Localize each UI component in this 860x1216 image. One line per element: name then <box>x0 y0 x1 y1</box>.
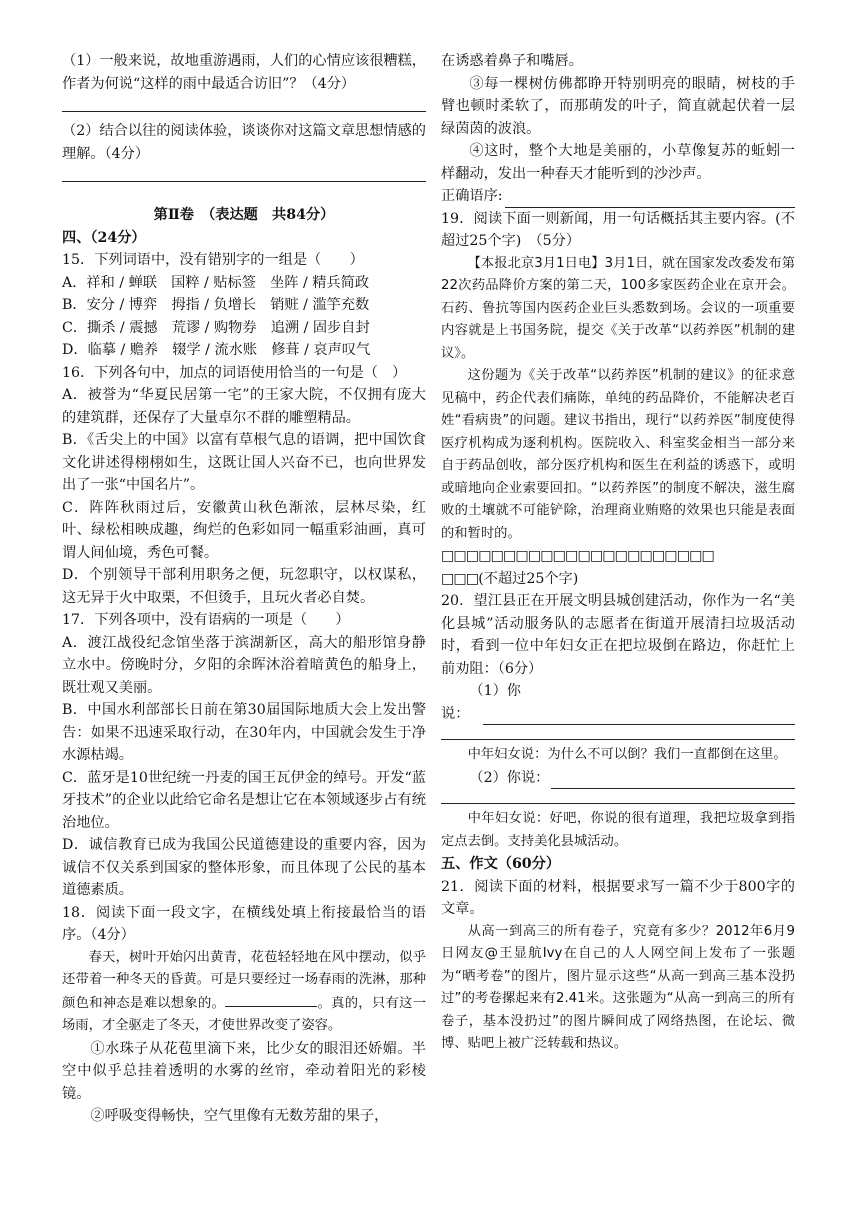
q18-passage-b: 。真的，只有这一场雨，才全驱走了冬天，才使世界改变了姿容。 <box>62 995 427 1033</box>
question-20: 20．望江县正在开展文明县城创建活动，你作为一名“美化县城”活动服务队的志愿者在街道开展清扫垃圾活动时，看到一位中年妇女正在把垃圾倒在路边，你赶忙上前劝阻：（6分） <box>441 593 795 677</box>
answer-line[interactable] <box>62 165 426 182</box>
q18-blank[interactable] <box>225 992 317 1007</box>
q18-answer-field[interactable] <box>505 191 795 208</box>
q18-item-3: ③每一棵树仿佛都睁开特别明亮的眼睛，树枝的手臂也顿时柔软了，而那萌发的叶子，简直就起伏着一层绿茵茵的波浪。 <box>441 75 795 137</box>
q18-item-1: ①水珠子从花苞里滴下来，比少女的眼泪还娇媚。半空中似乎总挂着透明的水雾的丝帘，牵动着阳光的彩棱镜。 <box>62 1040 426 1102</box>
q19-answer-grid[interactable]: □□□□□□□□□□□□□□□□□□□□□□ <box>441 548 714 564</box>
q20-1-say: 说： <box>441 705 470 722</box>
q20-2-label: （2）你说： <box>469 769 550 786</box>
q15-option-a: A．祥和 / 蝉联 国粹 / 贴标签 坐阵 / 精兵简政 <box>62 274 370 291</box>
q15-option-c: C．撕杀 / 震撼 荒谬 / 购物券 追溯 / 固步自封 <box>62 319 370 336</box>
part-four-heading: 四、（24分） <box>62 229 146 246</box>
right-column <box>441 50 795 1056</box>
section-title: 第Ⅱ卷 （表达题 共84分） <box>153 207 335 223</box>
q15-option-b: B．安分 / 博弈 拇指 / 负增长 销赃 / 滥竽充数 <box>62 297 370 313</box>
question-15: 15．下列词语中，没有错别字的一组是（ ） <box>62 252 364 268</box>
q20-2-answer-line-2[interactable] <box>441 789 795 804</box>
q20-1-row <box>441 703 795 726</box>
q17-option-d: D．诚信教育已成为我国公民道德建设的重要内容，因为诚信不仅关系到国家的整体形象，而且体现了公民的基本道德素质。 <box>62 837 426 898</box>
q20-reply-2: 中年妇女说：好吧，你说的很有道理，我把垃圾拿到指定点去倒。支持美化县城活动。 <box>441 811 795 849</box>
q20-2-row <box>441 767 795 790</box>
q15-option-d: D．临摹 / 赡养 辍学 / 流水账 修葺 / 哀声叹气 <box>62 342 371 358</box>
q20-reply-1: 中年妇女说：为什么不可以倒？我们一直都倒在这里。 <box>467 747 787 762</box>
q18-item-4: ④这时，整个大地是美丽的，小草像复苏的蚯蚓一样翻动，发出一种春天才能听到的沙沙声。 <box>441 143 795 182</box>
question-16: 16．下列各句中，加点的词语使用恰当的一句是（ ） <box>62 364 407 381</box>
q18-item-2: ②呼吸变得畅快，空气里像有无数芳甜的果子， <box>90 1108 389 1124</box>
q18-answer-label: 正确语序: <box>441 188 503 204</box>
q19-answer-grid-cells[interactable]: □□□ <box>441 570 479 587</box>
q20-1-answer-line-2[interactable] <box>441 725 795 740</box>
question-21: 21．阅读下面的材料，根据要求写一篇不少于800字的文章。 <box>441 878 795 917</box>
q16-option-b: B．《舌尖上的中国》以富有草根气息的语调，把中国饮食文化讲述得栩栩如生，这既让国人兴奋不已，也向世界发出了一张“中国名片”。 <box>62 432 426 493</box>
q20-2-answer-field[interactable] <box>551 772 795 789</box>
question-18: 18．阅读下面一段文字，在横线处填上衔接最恰当的语序。（4分） <box>62 904 426 943</box>
q16-option-c: C．阵阵秋雨过后，安徽黄山秋色渐浓，层林尽染，红叶、绿松相映成趣，绚烂的色彩如同一幅重彩油画，真可谓人间仙境，秀色可餐。 <box>62 499 426 561</box>
question-13-1: （1）一般来说，故地重游遇雨，人们的心情应该很糟糕，作者为何说“这样的雨中最适合访旧”？（4分） <box>62 53 426 92</box>
q19-news-paragraph-2: 这份题为《关于改革“以药养医”机制的建议》的征求意见稿中，药企代表们痛陈，单纯的药品降价，不能解决老百姓“看病贵”的问题。建议书指出，现行“以药养医”制度使得医疗机构成为逐利机构。医院收入、科室奖金相当一部分来自于药品创收，部分医疗机构和医生在利益的诱惑下，或明或暗地向企业索要回扣。“以药养医”的制度不解决，滋生腐败的土壤就不可能铲除，治理商业贿赂的效果也只能是表面的和暂时的。 <box>441 368 795 541</box>
q19-limit: (不超过25个字) <box>478 570 579 587</box>
part-five-heading: 五、作文（60分） <box>441 856 561 872</box>
q19-news-paragraph-1: 【本报北京3月1日电】3月1日，就在国家发改委发布第22次药品降价方案的第二天，100多家医药企业在京开会。石药、鲁抗等国内医药企业巨头悉数到场。会议的一项重要内容就是上书国务院，提交《关于改革“以药养医”机制的建议》。 <box>441 255 795 361</box>
q18-passage <box>62 947 426 1038</box>
question-13-2: （2）结合以往的阅读体验，谈谈你对这篇文章思想情感的理解。（4分） <box>62 123 426 162</box>
q16-option-a: A．被誉为“华夏民居第一宅”的王家大院，不仅拥有庞大的建筑群，还保存了大量卓尔不群的雕塑精品。 <box>62 387 426 426</box>
q18-answer-row <box>441 185 795 208</box>
answer-line[interactable] <box>62 95 426 112</box>
question-19: 19．阅读下面一则新闻，用一句话概括其主要内容。(不超过25个字) （5分） <box>441 210 795 249</box>
q17-option-c: C．蓝牙是10世纪统一丹麦的国王瓦伊金的绰号。开发“蓝牙技术”的企业以此给它命名是想让它在本领域逐步占有统治地位。 <box>62 769 426 831</box>
q17-option-b: B．中国水利部部长日前在第30届国际地质大会上发出警告：如果不迅速采取行动，在30年内，中国就会发生于净水源枯竭。 <box>62 702 426 763</box>
left-column <box>62 50 426 1128</box>
q17-option-a: A．渡江战役纪念馆坐落于滨湖新区，高大的船形馆身静立水中。傍晚时分，夕阳的余晖沐浴着暗黄色的船身上，既壮观又美丽。 <box>62 634 426 696</box>
q18-item-2-continued: 在诱惑着鼻子和嘴唇。 <box>441 53 583 69</box>
q21-material: 从高一到高三的所有卷子，究竟有多少？2012年6月9日网友@王显航Ivy在自己的人人网空间上发布了一张题为“晒考卷”的图片，图片显示这些“从高一到高三基本没扔过”的考卷摞起来有2.41米。这张题为“从高一到高三的所有卷子，基本没扔过”的图片瞬间成了网络热图，在论坛、微博、贴吧上被广泛转载和热议。 <box>441 923 795 1051</box>
q20-1-answer-field[interactable] <box>483 708 795 725</box>
question-17: 17．下列各项中，没有语病的一项是（ ） <box>62 612 350 628</box>
q16-option-d: D．个别领导干部利用职务之便，玩忽职守，以权谋私，这无异于火中取栗，不但烫手，且玩火者必自焚。 <box>62 567 426 606</box>
q20-1-label: （1）你 <box>469 683 521 699</box>
q18-passage-a: 春天，树叶开始闪出黄青，花苞轻轻地在风中摆动，似乎还带着一种冬天的昏黄。可是只要经过一场春雨的洗淋，那种颜色和神态是难以想象的。 <box>62 949 426 1011</box>
q19-answer-grid-row2 <box>441 568 795 591</box>
